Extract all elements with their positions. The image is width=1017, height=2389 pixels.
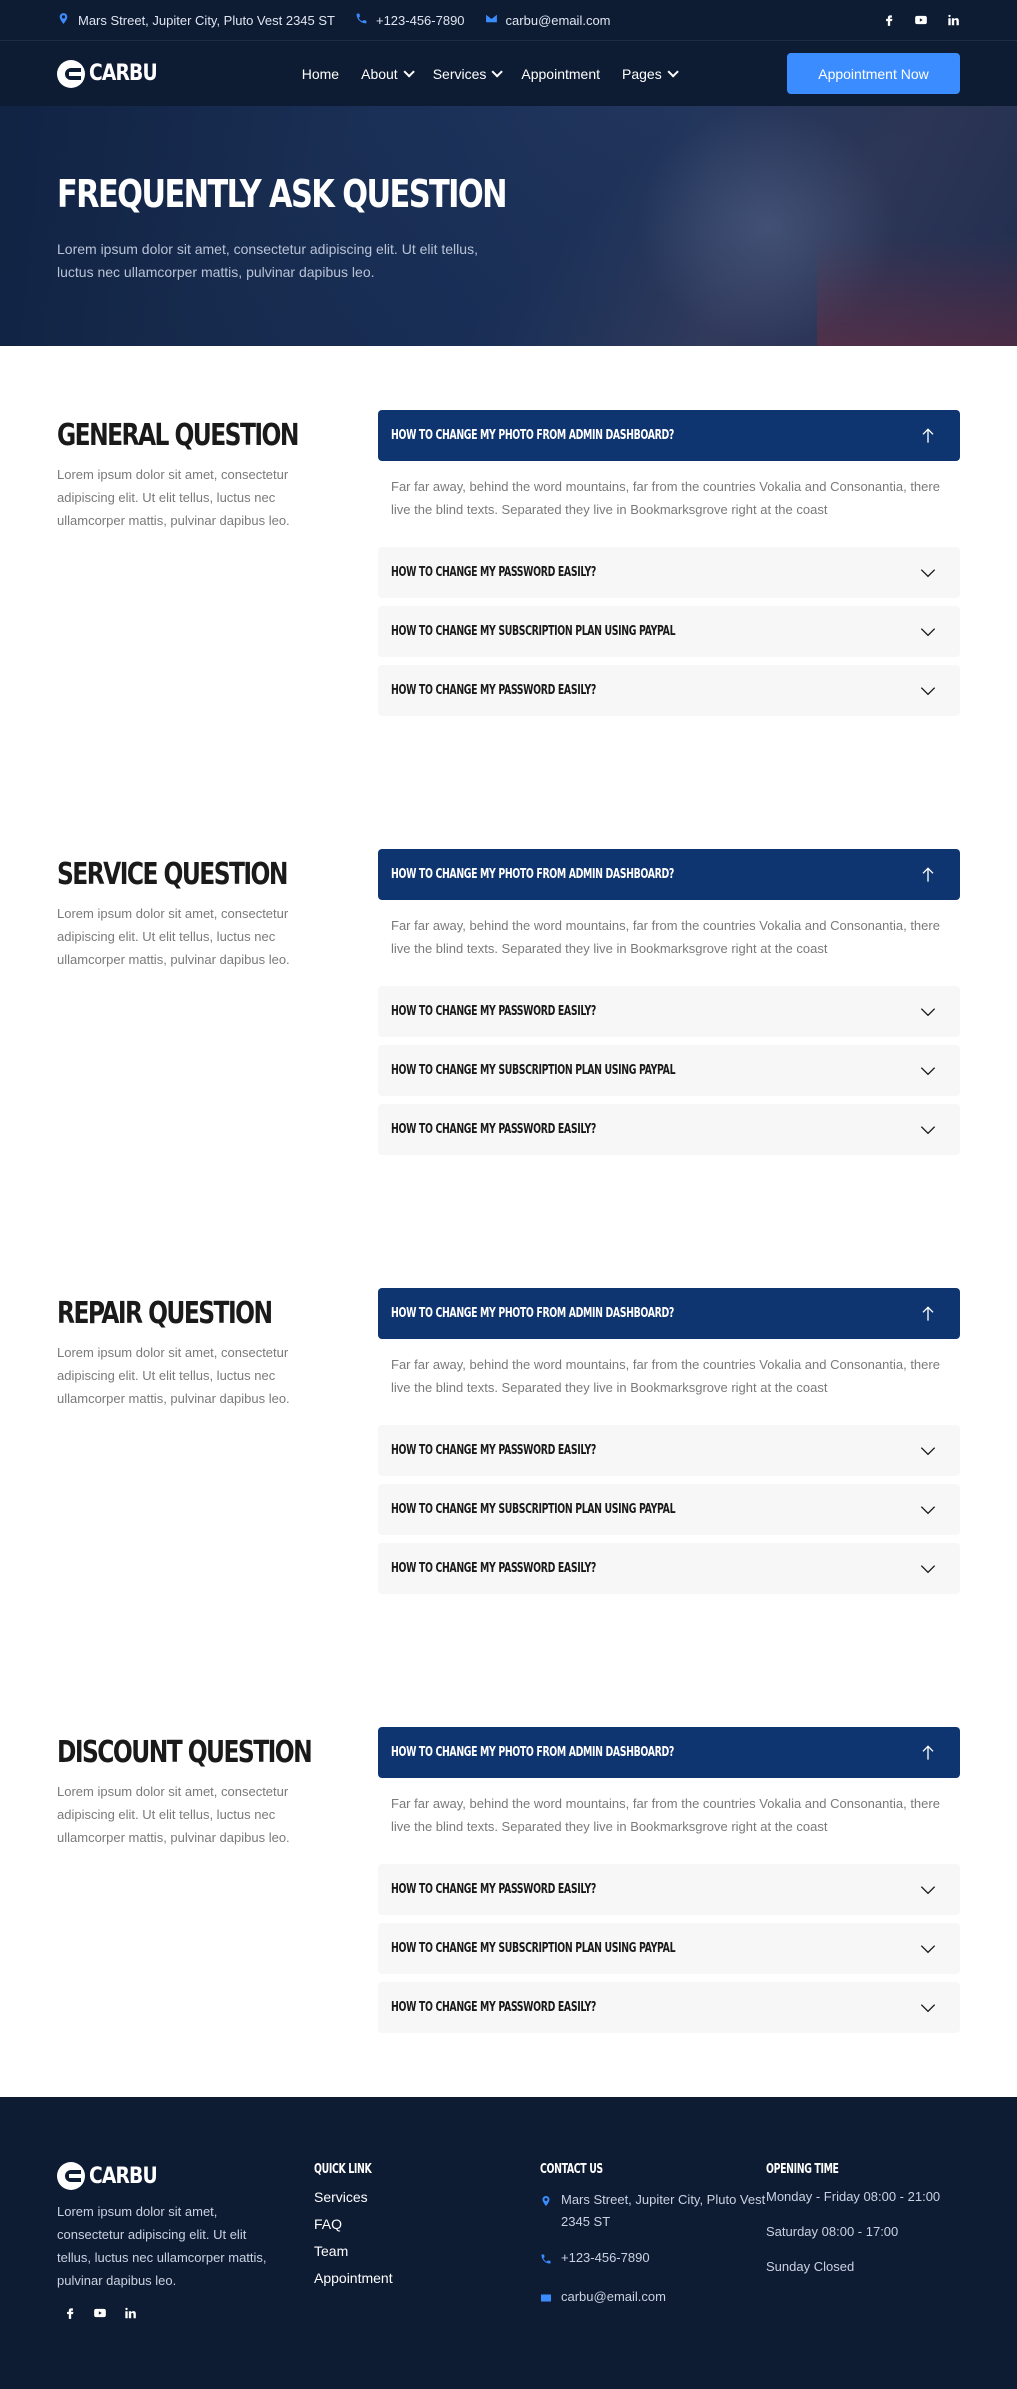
footer-about-text: Lorem ipsum dolor sit amet, consectetur adipiscing elit. Ut elit tellus, luctus nec ullamcorper mattis, pulvinar dapibus leo. [57,2204,267,2288]
footer-contact-title: CONTACT US [540,2162,603,2177]
linkedin-icon[interactable] [946,13,960,27]
topbar-phone-text: +123-456-7890 [375,12,465,28]
faq-section-title: REPAIR QUESTION [57,1296,272,1331]
faq-item [378,1864,960,1915]
chevron-down-icon [918,681,938,701]
faq-question: HOW TO CHANGE MY PHOTO FROM ADMIN DASHBOARD? [391,1306,674,1321]
facebook-icon[interactable] [63,2306,77,2325]
footer-address [540,2189,766,2233]
faq-item [378,547,960,598]
nav-pages[interactable] [622,66,675,82]
arrow-up-icon [918,426,938,446]
topbar-email-text: carbu@email.com [505,12,611,28]
hero-title: FREQUENTLY ASK QUESTION [57,172,506,216]
nav-links [302,66,675,82]
main-navbar [0,40,1017,106]
faq-question: HOW TO CHANGE MY PASSWORD EASILY? [391,1004,596,1019]
arrow-up-icon [918,1743,938,1763]
youtube-icon[interactable] [93,2306,107,2325]
faq-question-toggle[interactable] [378,547,960,598]
faq-item [378,1045,960,1096]
faq-accordion [378,1727,960,2041]
faq-question-toggle[interactable] [378,1543,960,1594]
faq-section-service [0,724,1017,1163]
hero-banner [0,106,1017,346]
chevron-down-icon [918,1500,938,1520]
faq-answer: Far far away, behind the word mountains, far from the countries Vokalia and Consonantia, there live the blind texts. Separated they live in Bookmarksgrove right at the coast [391,918,940,956]
faq-question-toggle[interactable] [378,1425,960,1476]
map-pin-icon [57,12,70,28]
mail-icon [485,12,498,28]
faq-question: HOW TO CHANGE MY SUBSCRIPTION PLAN USING PAYPAL [391,1941,676,1956]
chevron-down-icon [918,1061,938,1081]
faq-section-intro [57,1727,378,2041]
chevron-down-icon [918,1998,938,2018]
chevron-down-icon [918,1120,938,1140]
faq-question-toggle[interactable] [378,1484,960,1535]
footer-social [57,2306,314,2325]
site-footer [0,2097,1017,2389]
faq-item [378,1484,960,1535]
faq-question: HOW TO CHANGE MY SUBSCRIPTION PLAN USING PAYPAL [391,1502,676,1517]
faq-item [378,849,960,978]
chevron-down-icon [918,1559,938,1579]
faq-question: HOW TO CHANGE MY PHOTO FROM ADMIN DASHBOARD? [391,867,674,882]
faq-question-toggle[interactable] [378,1104,960,1155]
nav-services-label: Services [432,65,487,82]
chevron-down-icon [492,66,503,77]
faq-section-title: SERVICE QUESTION [57,857,287,892]
faq-question-toggle[interactable] [378,1727,960,1778]
chevron-down-icon [918,1939,938,1959]
topbar-email[interactable] [485,12,611,28]
faq-answer: Far far away, behind the word mountains, far from the countries Vokalia and Consonantia, there live the blind texts. Separated they live in Bookmarksgrove right at the coast [391,1357,940,1395]
phone-icon [355,12,368,28]
faq-accordion [378,1288,960,1602]
nav-pages-label: Pages [622,65,662,82]
faq-item [378,986,960,1037]
footer-quick-link-title: QUICK LINK [314,2162,372,2177]
faq-item [378,665,960,716]
faq-item [378,410,960,539]
faq-section-text: Lorem ipsum dolor sit amet, consectetur adipiscing elit. Ut elit tellus, luctus nec ullamcorper mattis, pulvinar dapibus leo. [57,906,290,967]
linkedin-icon[interactable] [123,2306,137,2325]
faq-section-general [0,346,1017,724]
faq-accordion [378,849,960,1163]
faq-question: HOW TO CHANGE MY PASSWORD EASILY? [391,683,596,698]
logo-mark-icon [57,2162,85,2190]
faq-question-toggle[interactable] [378,606,960,657]
topbar-phone[interactable] [355,12,465,28]
footer-brand-name: CARBU [89,2163,157,2189]
phone-icon [540,2247,552,2272]
faq-item [378,1982,960,2033]
faq-section-title: GENERAL QUESTION [57,418,298,453]
footer-logo[interactable] [57,2162,314,2190]
faq-section-intro [57,1288,378,1602]
footer-opening-time [766,2162,940,2389]
chevron-down-icon [403,66,414,77]
faq-question: HOW TO CHANGE MY PHOTO FROM ADMIN DASHBOARD? [391,428,674,443]
mail-icon [540,2286,552,2311]
faq-question-toggle[interactable] [378,849,960,900]
faq-question: HOW TO CHANGE MY PASSWORD EASILY? [391,565,596,580]
faq-item [378,606,960,657]
faq-section-text: Lorem ipsum dolor sit amet, consectetur adipiscing elit. Ut elit tellus, luctus nec ullamcorper mattis, pulvinar dapibus leo. [57,1345,290,1406]
footer-hours-title: OPENING TIME [766,2162,839,2177]
chevron-down-icon [667,66,678,77]
brand-logo[interactable] [57,60,169,88]
faq-question-toggle[interactable] [378,1982,960,2033]
faq-question-toggle[interactable] [378,1045,960,1096]
faq-container [0,346,1017,2097]
nav-appointment[interactable]: Appointment [521,65,600,82]
brand-name: CARBU [89,61,157,86]
nav-about[interactable] [361,66,411,82]
faq-section-title: DISCOUNT QUESTION [57,1735,312,1770]
faq-accordion [378,410,960,724]
faq-section-text: Lorem ipsum dolor sit amet, consectetur adipiscing elit. Ut elit tellus, luctus nec ullamcorper mattis, pulvinar dapibus leo. [57,1784,290,1845]
arrow-up-icon [918,1304,938,1324]
youtube-icon[interactable] [914,13,928,27]
logo-mark-icon [57,60,85,88]
faq-question-toggle[interactable] [378,1288,960,1339]
footer-hours-saturday: Saturday 08:00 - 17:00 [766,2224,899,2239]
faq-question-toggle[interactable] [378,986,960,1037]
topbar-address [57,12,335,28]
arrow-up-icon [918,865,938,885]
appointment-now-button[interactable]: Appointment Now [787,53,960,94]
chevron-down-icon [918,622,938,642]
faq-question: HOW TO CHANGE MY PASSWORD EASILY? [391,2000,596,2015]
faq-question: HOW TO CHANGE MY PASSWORD EASILY? [391,1122,596,1137]
footer-link-faq[interactable]: FAQ [314,2216,343,2232]
footer-contact [540,2162,766,2389]
map-pin-icon [540,2189,552,2233]
footer-link-team[interactable]: Team [314,2243,349,2259]
top-bar [0,0,1017,40]
faq-item [378,1425,960,1476]
faq-question-toggle[interactable] [378,1864,960,1915]
faq-item [378,1288,960,1417]
faq-item [378,1543,960,1594]
faq-section-discount [0,1602,1017,2097]
faq-question: HOW TO CHANGE MY PASSWORD EASILY? [391,1882,596,1897]
faq-section-text: Lorem ipsum dolor sit amet, consectetur adipiscing elit. Ut elit tellus, luctus nec ullamcorper mattis, pulvinar dapibus leo. [57,467,290,528]
hero-background-glow [817,236,1017,346]
topbar-social [882,13,960,27]
footer-phone-text: +123-456-7890 [561,2250,650,2265]
faq-question: HOW TO CHANGE MY PASSWORD EASILY? [391,1443,596,1458]
chevron-down-icon [918,563,938,583]
nav-about-label: About [361,65,398,82]
facebook-icon[interactable] [882,13,896,27]
chevron-down-icon [918,1002,938,1022]
faq-section-intro [57,849,378,1163]
faq-question-toggle[interactable] [378,410,960,461]
footer-quick-links [314,2162,540,2389]
footer-about [57,2162,314,2389]
faq-item [378,1923,960,1974]
footer-phone[interactable] [540,2247,766,2272]
faq-question: HOW TO CHANGE MY PHOTO FROM ADMIN DASHBOARD? [391,1745,674,1760]
faq-item [378,1727,960,1856]
faq-question: HOW TO CHANGE MY PASSWORD EASILY? [391,1561,596,1576]
chevron-down-icon [918,1441,938,1461]
faq-question: HOW TO CHANGE MY SUBSCRIPTION PLAN USING PAYPAL [391,624,676,639]
faq-answer: Far far away, behind the word mountains, far from the countries Vokalia and Consonantia, there live the blind texts. Separated they live in Bookmarksgrove right at the coast [391,479,940,517]
chevron-down-icon [918,1880,938,1900]
faq-question-toggle[interactable] [378,1923,960,1974]
nav-home[interactable]: Home [301,65,340,82]
hero-text: Lorem ipsum dolor sit amet, consectetur adipiscing elit. Ut elit tellus, luctus nec ullamcorper mattis, pulvinar dapibus leo. [57,241,478,280]
faq-question-toggle[interactable] [378,665,960,716]
faq-answer: Far far away, behind the word mountains, far from the countries Vokalia and Consonantia, there live the blind texts. Separated they live in Bookmarksgrove right at the coast [391,1796,940,1834]
faq-section-intro [57,410,378,724]
footer-email-text: carbu@email.com [561,2289,666,2304]
footer-address-text: Mars Street, Jupiter City, Pluto Vest 2345 ST [561,2192,766,2229]
footer-hours-sunday: Sunday Closed [766,2259,855,2274]
nav-services[interactable] [433,66,500,82]
topbar-address-text: Mars Street, Jupiter City, Pluto Vest 2345 ST [78,12,335,28]
faq-item [378,1104,960,1155]
footer-email[interactable] [540,2286,766,2311]
faq-section-repair [0,1163,1017,1602]
footer-link-appointment[interactable]: Appointment [314,2270,393,2286]
footer-hours-weekday: Monday - Friday 08:00 - 21:00 [766,2189,941,2204]
footer-link-services[interactable]: Services [314,2189,368,2205]
faq-question: HOW TO CHANGE MY SUBSCRIPTION PLAN USING PAYPAL [391,1063,676,1078]
